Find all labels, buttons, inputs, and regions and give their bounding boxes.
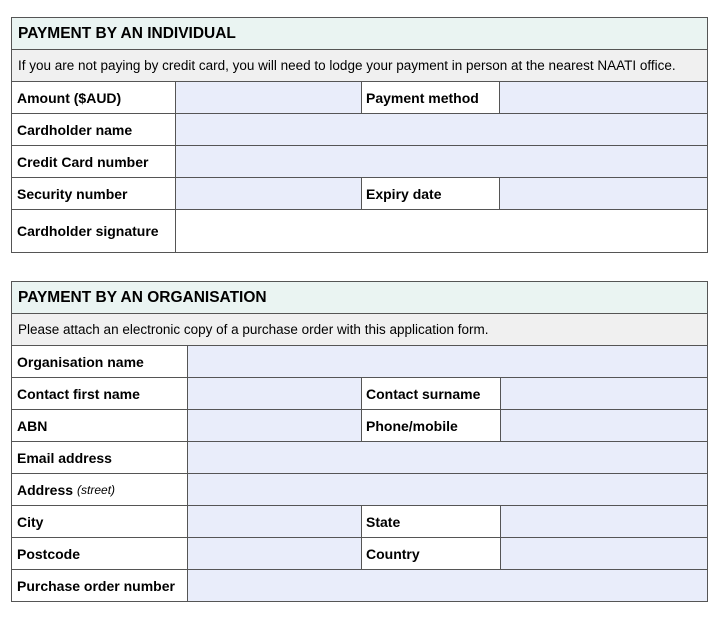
cardholder-name-row [12, 114, 707, 146]
postcode-country-row [12, 538, 707, 570]
individual-section-header [12, 18, 707, 50]
credit-card-number-field[interactable] [175, 146, 707, 177]
abn-field[interactable] [187, 410, 361, 441]
payment-method-field[interactable] [499, 82, 707, 113]
individual-instructions: If you are not paying by credit card, you will need to lodge your payment in person at the nearest NAATI office. [18, 58, 676, 73]
abn-label: ABN [12, 410, 187, 441]
contact-name-row [12, 378, 707, 410]
address-label-text: Address [17, 481, 74, 498]
individual-section-title: PAYMENT BY AN INDIVIDUAL [18, 24, 236, 42]
individual-payment-section [11, 17, 708, 253]
purchase-order-number-field[interactable] [187, 570, 707, 601]
organisation-section-title: PAYMENT BY AN ORGANISATION [18, 288, 267, 306]
expiry-date-field[interactable] [499, 178, 707, 209]
organisation-instructions-row [12, 314, 707, 346]
contact-first-name-label: Contact first name [12, 378, 187, 409]
address-field[interactable] [187, 474, 707, 505]
cardholder-signature-row [12, 210, 707, 252]
contact-surname-field[interactable] [500, 378, 707, 409]
email-address-field[interactable] [187, 442, 707, 473]
security-number-label: Security number [12, 178, 175, 209]
state-label: State [361, 506, 500, 537]
amount-row [12, 82, 707, 114]
organisation-name-row [12, 346, 707, 378]
email-address-row [12, 442, 707, 474]
payment-method-label: Payment method [361, 82, 499, 113]
credit-card-number-row [12, 146, 707, 178]
city-label: City [12, 506, 187, 537]
phone-mobile-label: Phone/mobile [361, 410, 500, 441]
amount-field[interactable] [175, 82, 361, 113]
address-hint: (street) [77, 482, 116, 497]
postcode-label: Postcode [12, 538, 187, 569]
purchase-order-row [12, 570, 707, 601]
state-field[interactable] [500, 506, 707, 537]
amount-label: Amount ($AUD) [12, 82, 175, 113]
contact-first-name-field[interactable] [187, 378, 361, 409]
expiry-date-label: Expiry date [361, 178, 499, 209]
individual-instructions-row [12, 50, 707, 82]
organisation-name-label: Organisation name [12, 346, 187, 377]
credit-card-number-label: Credit Card number [12, 146, 175, 177]
organisation-name-field[interactable] [187, 346, 707, 377]
abn-row [12, 410, 707, 442]
purchase-order-number-label: Purchase order number [12, 570, 187, 601]
cardholder-name-label: Cardholder name [12, 114, 175, 145]
address-row [12, 474, 707, 506]
address-label [12, 474, 187, 505]
country-field[interactable] [500, 538, 707, 569]
city-field[interactable] [187, 506, 361, 537]
organisation-payment-section [11, 281, 708, 602]
phone-mobile-field[interactable] [500, 410, 707, 441]
security-number-row [12, 178, 707, 210]
cardholder-name-field[interactable] [175, 114, 707, 145]
organisation-instructions: Please attach an electronic copy of a purchase order with this application form. [18, 322, 489, 337]
country-label: Country [361, 538, 500, 569]
security-number-field[interactable] [175, 178, 361, 209]
cardholder-signature-label: Cardholder signature [12, 210, 175, 252]
contact-surname-label: Contact surname [361, 378, 500, 409]
email-address-label: Email address [12, 442, 187, 473]
city-state-row [12, 506, 707, 538]
postcode-field[interactable] [187, 538, 361, 569]
cardholder-signature-field[interactable] [175, 210, 707, 252]
organisation-section-header [12, 282, 707, 314]
